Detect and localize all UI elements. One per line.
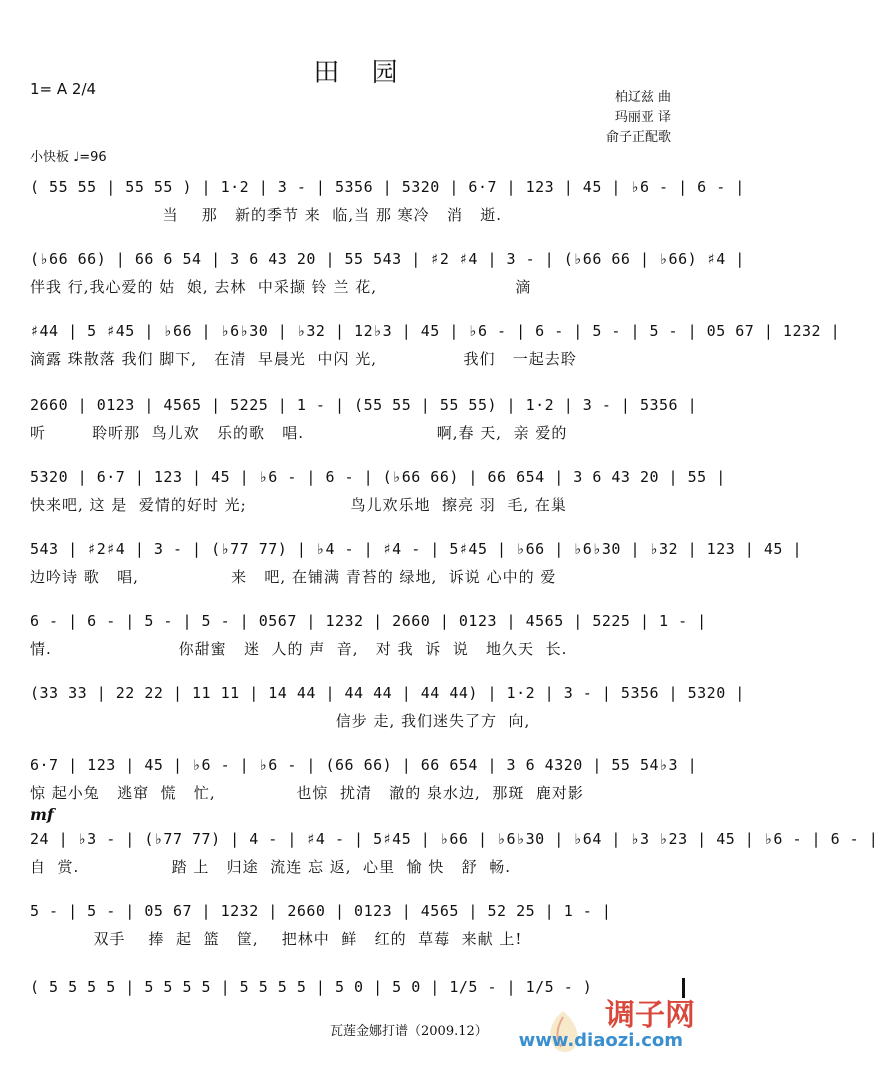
lyric-line-3: 滴露 珠散落 我们 脚下, 在清 早晨光 中闪 光, 我们 一起去聆 <box>30 350 577 368</box>
footer-credit: 瓦莲金娜打谱（2009.12） <box>330 1024 488 1039</box>
lyric-line-9: 惊 起小兔 逃窜 慌 忙, 也惊 扰清 澈的 泉水边, 那斑 鹿对影 <box>30 784 584 802</box>
notation-line-12: ( 5 5 5 5 | 5 5 5 5 | 5 5 5 5 | 5 0 | 5 0 | 1/5 - | 1/5 - ) <box>30 978 593 996</box>
notation-line-8: (33 33 | 22 22 | 11 11 | 14 44 | 44 44 | 44 44) | 1·2 | 3 - | 5356 | 5320 | <box>30 684 745 702</box>
notation-line-2: (♭66 66) | 66 6 54 | 3 6 43 20 | 55 543 | ♯2 ♯4 | 3 - | (♭66 66 | ♭66) ♯4 | <box>30 250 745 268</box>
lyric-line-5: 快来吧, 这 是 爱情的好时 光; 鸟儿欢乐地 擦亮 羽 毛, 在巢 <box>30 496 567 514</box>
lyric-line-11: 双手 捧 起 篮 筐, 把林中 鲜 红的 草莓 来献 上! <box>30 930 523 948</box>
dynamic-marking: mf <box>30 805 54 824</box>
key-signature: 1= A 2/4 <box>30 80 97 98</box>
lyric-line-10: 自 赏. 踏 上 归途 流连 忘 返, 心里 愉 快 舒 畅. <box>30 858 511 876</box>
lyric-line-6: 边吟诗 歌 唱, 来 吧, 在铺满 青苔的 绿地, 诉说 心中的 爱 <box>30 568 557 586</box>
notation-line-7: 6 - | 6 - | 5 - | 5 - | 0567 | 1232 | 2660 | 0123 | 4565 | 5225 | 1 - | <box>30 612 707 630</box>
translator-credit: 玛丽亚 译 <box>614 110 671 125</box>
lyric-line-7: 情. 你甜蜜 迷 人的 声 音, 对 我 诉 说 地久天 长. <box>30 640 568 658</box>
notation-line-6: 543 | ♯2♯4 | 3 - | (♭77 77) | ♭4 - | ♯4 - | 5♯45 | ♭66 | ♭6♭30 | ♭32 | 123 | 45 | <box>30 540 802 558</box>
composer-credit: 柏辽兹 曲 <box>614 90 671 105</box>
page-title: 田 园 <box>313 58 410 88</box>
watermark-site-url[interactable]: www.diaozi.com <box>518 1030 683 1051</box>
notation-line-1: ( 55 55 | 55 55 ) | 1·2 | 3 - | 5356 | 5320 | 6·7 | 123 | 45 | ♭6 - | 6 - | <box>30 178 745 196</box>
notation-line-10: 24 | ♭3 - | (♭77 77) | 4 - | ♯4 - | 5♯45 | ♭66 | ♭6♭30 | ♭64 | ♭3 ♭23 | 45 | ♭6 - | 6 - | <box>30 830 878 848</box>
tempo-marking: 小快板 ♩=96 <box>30 150 107 165</box>
notation-line-4: 2660 | 0123 | 4565 | 5225 | 1 - | (55 55 | 55 55) | 1·2 | 3 - | 5356 | <box>30 396 698 414</box>
lyric-line-1: 当 那 新的季节 来 临,当 那 寒冷 消 逝. <box>30 206 503 224</box>
notation-line-11: 5 - | 5 - | 05 67 | 1232 | 2660 | 0123 | 4565 | 52 25 | 1 - | <box>30 902 612 920</box>
lyricist-credit: 俞子正配歌 <box>605 130 671 145</box>
notation-line-5: 5320 | 6·7 | 123 | 45 | ♭6 - | 6 - | (♭66 66) | 66 654 | 3 6 43 20 | 55 | <box>30 468 726 486</box>
watermark-site-name: 调子网 <box>605 998 695 1033</box>
notation-line-9: 6·7 | 123 | 45 | ♭6 - | ♭6 - | (66 66) | 66 654 | 3 6 4320 | 55 54♭3 | <box>30 756 698 774</box>
lyric-line-2: 伴我 行,我心爱的 姑 娘, 去林 中采撷 铃 兰 花, 滴 <box>30 278 532 296</box>
lyric-line-4: 听 聆听那 鸟儿欢 乐的歌 唱. 啊,春 天, 亲 爱的 <box>30 424 568 442</box>
lyric-line-8: 信步 走, 我们迷失了方 向, <box>30 712 531 730</box>
notation-line-3: ♯44 | 5 ♯45 | ♭66 | ♭6♭30 | ♭32 | 12♭3 | 45 | ♭6 - | 6 - | 5 - | 5 - | 05 67 | 1232 | <box>30 322 841 340</box>
